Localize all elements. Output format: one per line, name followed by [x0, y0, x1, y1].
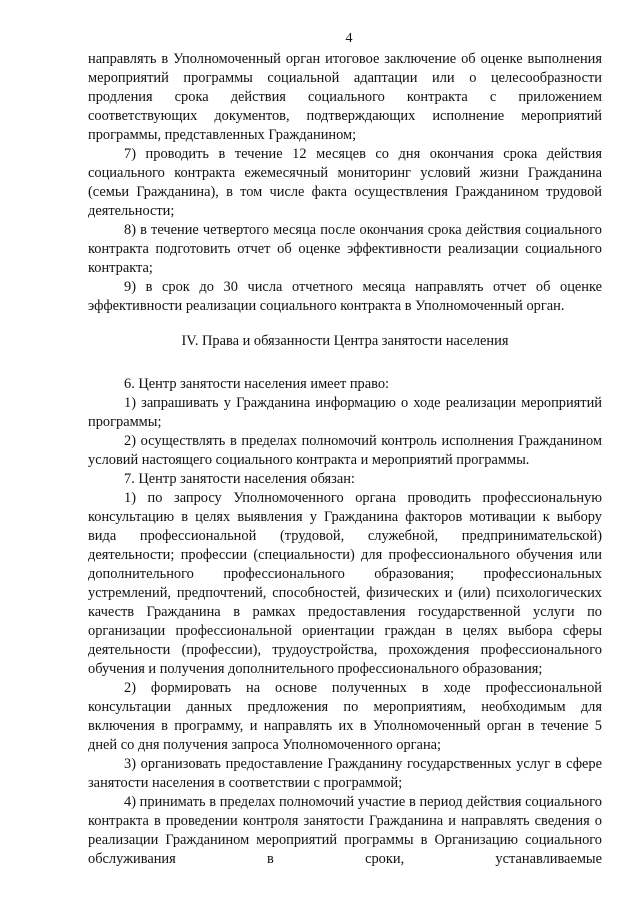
paragraph-duties-heading: 7. Центр занятости населения обязан:	[124, 471, 355, 487]
paragraph-item-8: 8) в течение четвертого месяца после окончания срока действия социального контракта подготовить отчет об оценке эффективности реализации социального контракта;	[88, 222, 602, 276]
section-heading: IV. Права и обязанности Центра занятости населения	[181, 333, 509, 349]
paragraph-right-2: 2) осуществлять в пределах полномочий контроль исполнения Гражданином условий настоящего социального контракта и мероприятий программы.	[88, 433, 602, 468]
paragraph-duty-2: 2) формировать на основе полученных в ходе профессиональной консультации данных предложения по мероприятиям, необходимым для включения в программу, и направлять их в Уполномоченный орган в течение 5 дней со дня получения запроса Уполномоченного органа;	[88, 680, 602, 753]
paragraph-rights-heading: 6. Центр занятости населения имеет право:	[124, 376, 390, 392]
paragraph-duty-4: 4) принимать в пределах полномочий участие в период действия социального контракта в проведении контроля занятости Гражданина и направлять сведения о реализации Гражданином мероприятий программы в Организацию социального обслуживания в сроки, устанавливаемые	[88, 794, 602, 867]
paragraph-right-1: 1) запрашивать у Гражданина информацию о ходе реализации мероприятий программы;	[88, 395, 602, 430]
document-page	[88, 30, 602, 869]
paragraph-continuation: направлять в Уполномоченный орган итоговое заключение об оценке выполнения мероприятий программы социальной адаптации или о целесообразности продления срока действия социального контракта с приложением соответствующих документов, подтверждающих исполнение мероприятий программы, представленных Гражданином;	[88, 51, 602, 143]
paragraph-duty-3: 3) организовать предоставление Гражданину государственных услуг в сфере занятости населения в соответствии с программой;	[88, 756, 602, 791]
page-number: 4	[345, 31, 353, 46]
paragraph-duty-1: 1) по запросу Уполномоченного органа проводить профессиональную консультацию в целях выявления у Гражданина факторов мотивации к выбору вида профессиональной (трудовой, служебной, предпринимательской) деятельности; профессии (специальности) для профессионального обучения или дополнительного профессионального образования; профессиональных устремлений, предпочтений, способностей, физических и (или) психологических качеств Гражданина в рамках предоставления государственной услуги по организации профессиональной ориентации граждан в целях выбора сферы деятельности (профессии), трудоустройства, прохождения профессионального обучения и получения дополнительного профессионального образования;	[88, 490, 602, 677]
paragraph-item-9: 9) в срок до 30 числа отчетного месяца направлять отчет об оценке эффективности реализации социального контракта в Уполномоченный орган.	[88, 279, 602, 314]
paragraph-item-7: 7) проводить в течение 12 месяцев со дня окончания срока действия социального контракта ежемесячный мониторинг условий жизни Гражданина (семьи Гражданина), в том числе факта осуществления Гражданином трудовой деятельности;	[88, 146, 602, 219]
